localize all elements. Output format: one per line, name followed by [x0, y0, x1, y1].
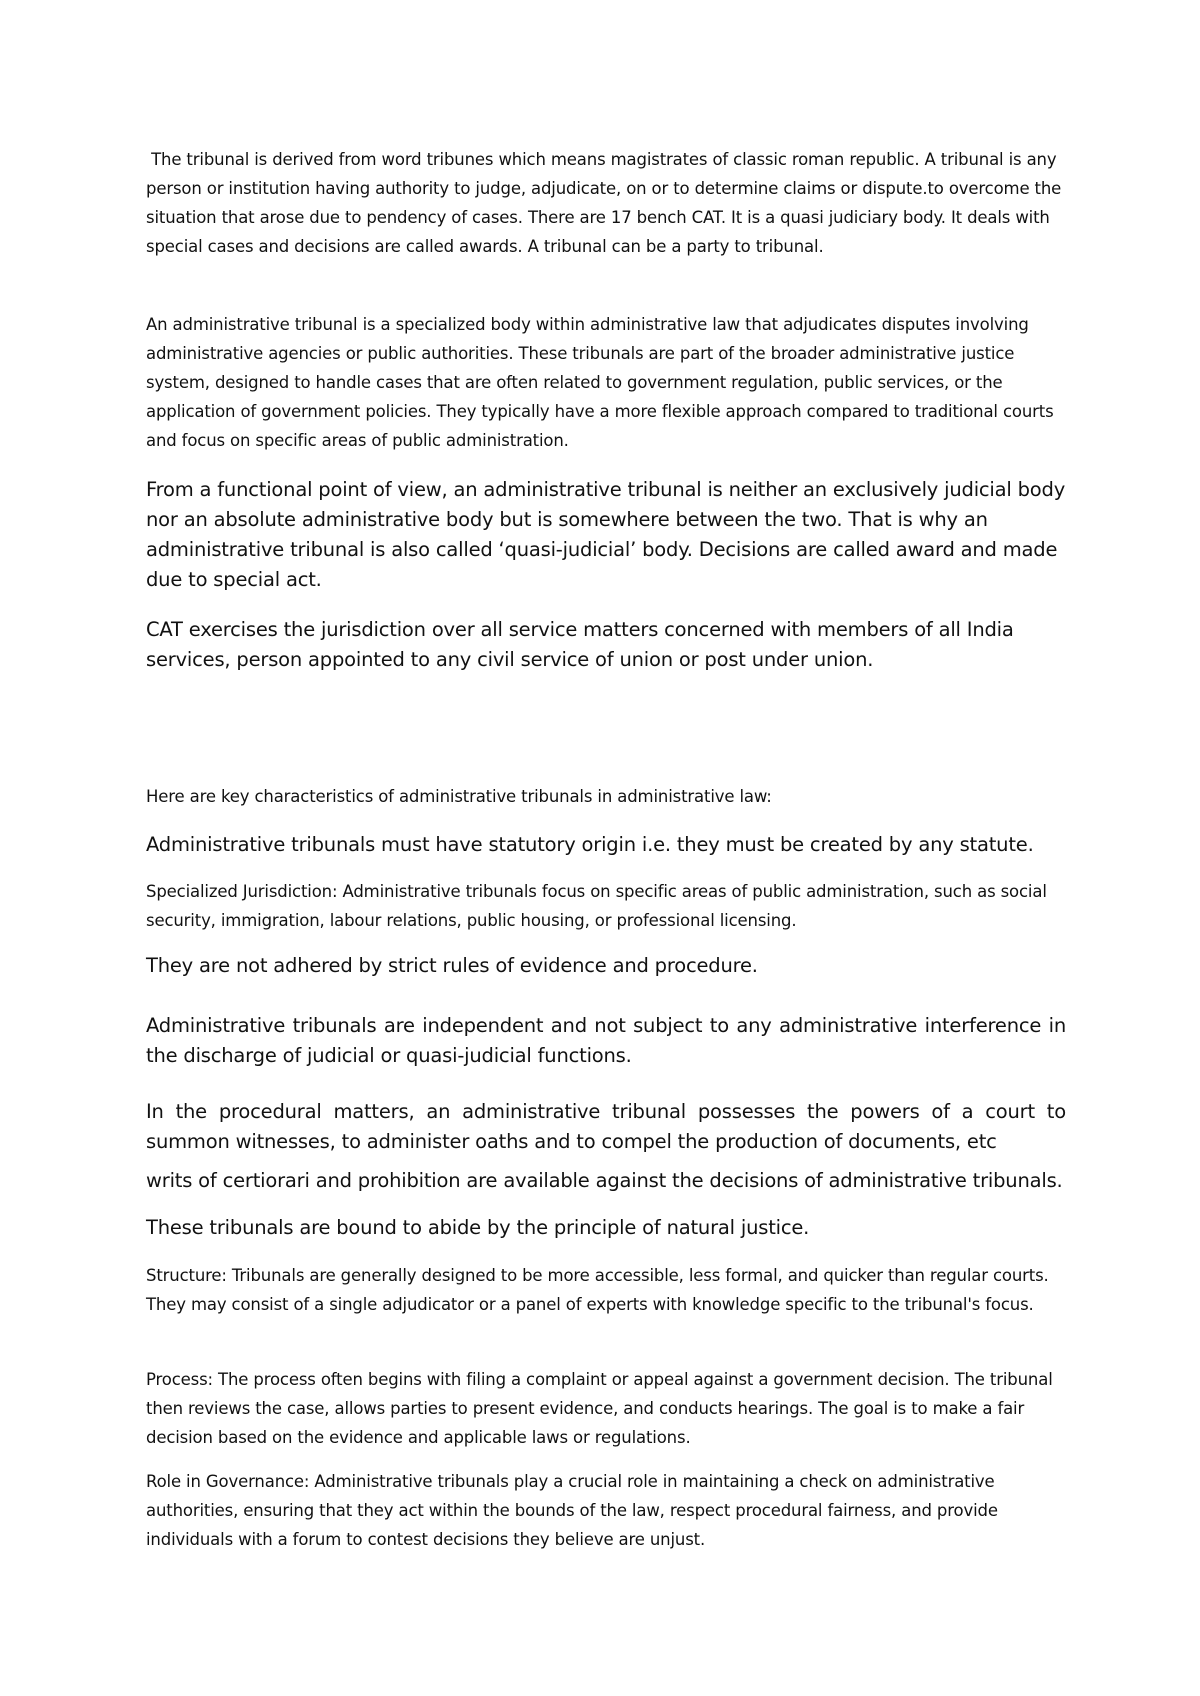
paragraph-statutory-origin: Administrative tribunals must have statutory origin i.e. they must be created by any statute.: [146, 833, 1034, 856]
paragraph-writs: writs of certiorari and prohibition are available against the decisions of administrative tribunals.: [146, 1169, 1063, 1192]
paragraph-role-in-governance: Role in Governance: Administrative tribunals play a crucial role in maintaining a check on administrative authorities, ensuring that they act within the bounds of the law, respect procedural fairness, and provide individuals with a forum to contest decisions they believe are unjust.: [146, 1472, 998, 1549]
paragraph-cat-jurisdiction: CAT exercises the jurisdiction over all service matters concerned with members of all India services, person appointed to any civil service of union or post under union.: [146, 618, 1014, 671]
paragraph-independence: Administrative tribunals are independent and not subject to any administrative interference in the discharge of judicial or quasi-judicial functions.: [146, 1014, 1066, 1067]
paragraph-specialized-jurisdiction: Specialized Jurisdiction: Administrative tribunals focus on specific areas of public administration, such as social security, immigration, labour relations, public housing, or professional licensing.: [146, 882, 1047, 930]
paragraph-functional-view: From a functional point of view, an administrative tribunal is neither an exclusively judicial body nor an absolute administrative body but is somewhere between the two. That is why an administrative tribunal is also called ‘quasi-judicial’ body. Decisions are called award and made due to special act.: [146, 478, 1066, 591]
paragraph-structure: Structure: Tribunals are generally designed to be more accessible, less formal, and quicker than regular courts. They may consist of a single adjudicator or a panel of experts with knowledge specific to the tribunal's focus.: [146, 1266, 1049, 1314]
paragraph-administrative-tribunal-definition: An administrative tribunal is a specialized body within administrative law that adjudicates disputes involving administrative agencies or public authorities. These tribunals are part of the broader administrative justice system, designed to handle cases that are often related to government regulation, public services, or the application of government policies. They typically have a more flexible approach compared to traditional courts and focus on specific areas of public administration.: [146, 315, 1054, 450]
paragraph-procedural-powers: In the procedural matters, an administrative tribunal possesses the powers of a court to summon witnesses, to administer oaths and to compel the production of documents, etc: [146, 1100, 1066, 1153]
paragraph-process: Process: The process often begins with filing a complaint or appeal against a government decision. The tribunal then reviews the case, allows parties to present evidence, and conducts hearings. The goal is to make a fair decision based on the evidence and applicable laws or regulations.: [146, 1370, 1053, 1447]
paragraph-rules-of-evidence: They are not adhered by strict rules of evidence and procedure.: [146, 954, 758, 977]
paragraph-tribunal-origin: The tribunal is derived from word tribunes which means magistrates of classic roman republic. A tribunal is any person or institution having authority to judge, adjudicate, on or to determine claims or dispute.to overcome the situation that arose due to pendency of cases. There are 17 bench CAT. It is a quasi judiciary body. It deals with special cases and decisions are called awards. A tribunal can be a party to tribunal.: [146, 150, 1062, 256]
paragraph-key-characteristics-intro: Here are key characteristics of administrative tribunals in administrative law:: [146, 787, 772, 806]
paragraph-natural-justice: These tribunals are bound to abide by the principle of natural justice.: [146, 1216, 810, 1239]
